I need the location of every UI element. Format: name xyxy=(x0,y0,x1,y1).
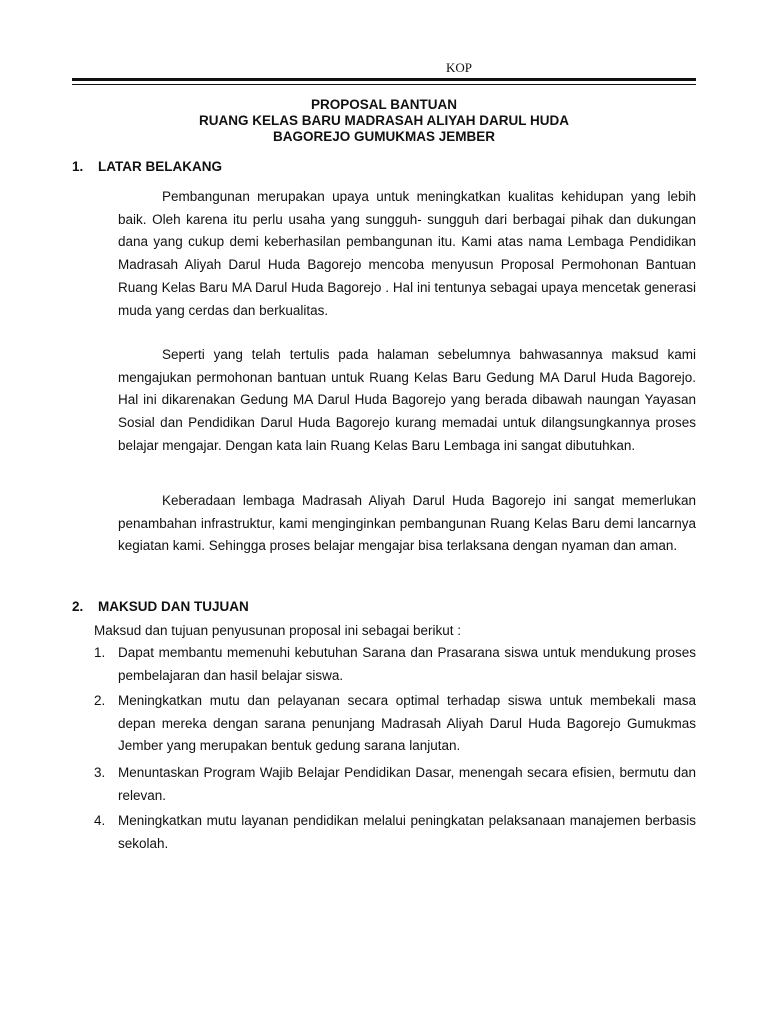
list-item-number: 3. xyxy=(94,765,106,780)
section-2-title: MAKSUD DAN TUJUAN xyxy=(98,599,249,614)
section-1-paragraph-2: Seperti yang telah tertulis pada halaman sebelumnya bahwasannya maksud kami mengajukan permohonan bantuan untuk Ruang Kelas Baru Gedung MA Darul Huda Bagorejo. Hal ini dikarenakan Gedung MA Darul Huda Bagorejo yang berada dibawah naungan Yayasan Sosial dan Pendidikan Darul Huda Bagorejo kurang memadai untuk dilangsungkannya proses belajar mengajar. Dengan kata lain Ruang Kelas Baru Lembaga ini sangat dibutuhkan. xyxy=(118,347,696,453)
list-item xyxy=(94,642,696,687)
header-rule-thin xyxy=(72,84,696,85)
list-item-number: 4. xyxy=(94,813,106,828)
list-item-text: Meningkatkan mutu layanan pendidikan melalui peningkatan pelaksanaan manajemen berbasis sekolah. xyxy=(118,813,696,851)
list-item xyxy=(94,690,696,758)
section-1-title: LATAR BELAKANG xyxy=(98,159,222,174)
header-rule-thick xyxy=(72,78,696,81)
section-2-intro: Maksud dan tujuan penyusunan proposal ini sebagai berikut : xyxy=(94,623,461,638)
section-1-paragraph-1: Pembangunan merupakan upaya untuk meningkatkan kualitas kehidupan yang lebih baik. Oleh karena itu perlu usaha yang sungguh- sungguh dari berbagai pihak dan dukungan dana yang cukup demi keberhasilan pembangunan itu. Kami atas nama Lembaga Pendidikan Madrasah Aliyah Darul Huda Bagorejo mencoba menyusun Proposal Permohonan Bantuan Ruang Kelas Baru MA Darul Huda Bagorejo . Hal ini tentunya sebagai upaya mencetak generasi muda yang cerdas dan berkualitas. xyxy=(118,189,696,318)
document-title xyxy=(72,97,696,145)
title-line-1: PROPOSAL BANTUAN xyxy=(310,97,457,112)
section-1-paragraph-3: Keberadaan lembaga Madrasah Aliyah Darul Huda Bagorejo ini sangat memerlukan penambahan infrastruktur, kami menginginkan pembangunan Ruang Kelas Baru demi lancarnya kegiatan kami. Sehingga proses belajar mengajar bisa terlaksana dengan nyaman dan aman. xyxy=(118,493,696,554)
letterhead-kop: KOP xyxy=(445,60,472,75)
section-2-number: 2. xyxy=(72,599,84,614)
list-item xyxy=(94,810,696,855)
list-item xyxy=(94,762,696,807)
title-line-3: BAGOREJO GUMUKMAS JEMBER xyxy=(272,129,496,144)
list-item-number: 1. xyxy=(94,645,106,660)
section-2-heading xyxy=(72,599,249,614)
list-item-number: 2. xyxy=(94,693,106,708)
list-item-text: Menuntaskan Program Wajib Belajar Pendidikan Dasar, menengah secara efisien, bermutu dan relevan. xyxy=(118,765,696,803)
list-item-text: Dapat membantu memenuhi kebutuhan Sarana dan Prasarana siswa untuk mendukung proses pembelajaran dan hasil belajar siswa. xyxy=(118,645,696,683)
list-item-text: Meningkatkan mutu dan pelayanan secara optimal terhadap siswa untuk membekali masa depan mereka dengan sarana penunjang Madrasah Aliyah Darul Huda Bagorejo Gumukmas Jember yang merupakan bentuk gedung sarana lanjutan. xyxy=(118,693,696,754)
title-line-2: RUANG KELAS BARU MADRASAH ALIYAH DARUL HUDA xyxy=(198,113,569,128)
section-1-number: 1. xyxy=(72,159,84,174)
section-1-heading xyxy=(72,159,222,174)
